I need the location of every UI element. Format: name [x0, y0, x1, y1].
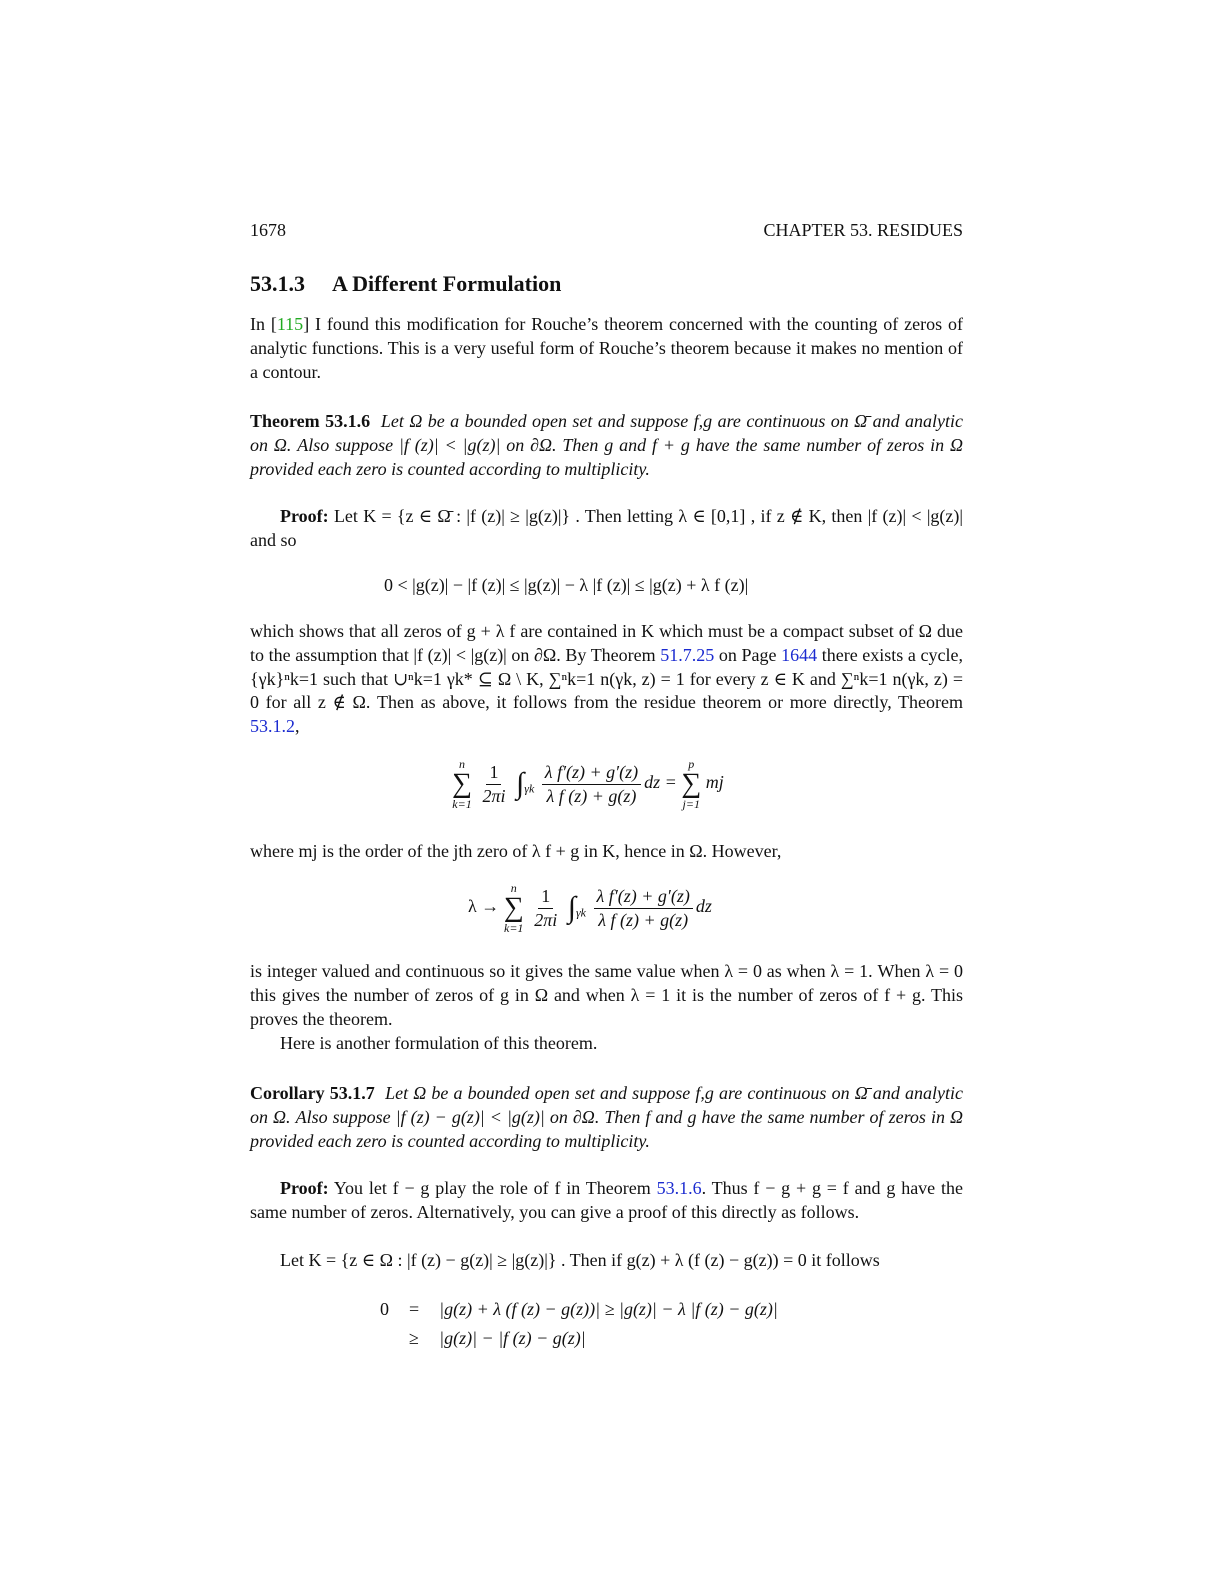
section-number: 53.1.3	[250, 271, 305, 296]
aligned-relation-1: =	[409, 1299, 420, 1319]
para-text-2: on Page	[714, 644, 782, 665]
sum-symbol-rhs: p ∑ j=1	[681, 757, 702, 811]
paragraph-let-k: Let K = {z ∈ Ω : |f (z) − g(z)| ≥ |g(z)|} . Then if g(z) + λ (f (z) − g(z)) = 0 it follows	[280, 1250, 880, 1270]
fraction: $\frac{1}{2\pi i}$	[482, 761, 506, 806]
citation-link[interactable]: 115	[276, 314, 304, 334]
paragraph-another-formulation: Here is another formulation of this theorem.	[280, 1033, 598, 1053]
theorem-label: Theorem 53.1.6	[250, 411, 371, 431]
proof2-text-2: . Thus f − g + g = f and g have the same number of zeros. Alternatively, you can give a proof of this directly as follows.	[250, 1178, 963, 1222]
differential-2: dz	[695, 896, 712, 917]
theorem-ref-link[interactable]: 51.7.25	[660, 644, 715, 665]
integrand: $\frac{\text{λ f′(z) + g′(z)}}{\text{λ f (z) + g(z)}}$	[542, 762, 641, 807]
differential: dz =	[644, 772, 677, 793]
proof-label: Proof:	[280, 506, 329, 526]
proof-label-2: Proof:	[280, 1178, 329, 1198]
para-text-1: which shows that all zeros of g + λ f are contained in K which must be a compact subset of Ω due to the assumption that |f (z)| < |g(z)| on ∂Ω. By Theorem	[250, 621, 963, 665]
theorem-statement: Let Ω be a bounded open set and suppose f,g are continuous on Ω̄ and analytic on Ω. Also suppose |f (z)| < |g(z)| on ∂Ω. Then g and f + g have the same number of zeros in Ω provided each zero is counted according to multiplicity.	[250, 411, 963, 479]
aligned-lhs: 0	[380, 1299, 389, 1319]
intro-text-1: In [	[250, 314, 277, 334]
equation-residue-sum	[452, 758, 724, 810]
sum-symbol: n ∑ k=1	[452, 757, 472, 811]
theorem-ref-link-3[interactable]: 53.1.6	[656, 1178, 702, 1198]
intro-paragraph	[250, 313, 963, 384]
para-text-4: ,	[295, 716, 300, 737]
proof-text: Let K = {z ∈ Ω̄ : |f (z)| ≥ |g(z)|} . Then letting λ ∈ [0,1] , if z ∉ K, then |f (z)| < |g(z)| and so	[250, 506, 963, 550]
aligned-relation-2: ≥	[409, 1328, 419, 1348]
equation-aligned	[370, 1295, 788, 1353]
proof2-text-1: You let f − g play the role of f in Theorem	[333, 1178, 657, 1198]
corollary-label: Corollary 53.1.7	[250, 1083, 375, 1103]
paragraph-zeros	[250, 620, 963, 739]
intro-text-2: ] I found this modification for Rouche’s theorem concerned with the counting of zeros of analytic functions. This is a very useful form of Rouche’s theorem because it makes no mention of a contour.	[250, 314, 963, 382]
section-title: A Different Formulation	[332, 271, 562, 296]
running-title: CHAPTER 53. RESIDUES	[763, 220, 963, 240]
fraction-2: $\frac{1}{2\pi i}$	[534, 885, 558, 930]
theorem-ref-link-2[interactable]: 53.1.2	[250, 716, 295, 737]
proof-paragraph-2	[250, 1177, 963, 1225]
rhs-term: mj	[705, 772, 724, 793]
section-heading	[250, 271, 561, 297]
equation-lambda-map	[468, 882, 712, 934]
equation-inequality-chain: 0 < |g(z)| − |f (z)| ≤ |g(z)| − λ |f (z)| ≤ |g(z) + λ f (z)|	[384, 575, 749, 595]
integral-subscript: γk	[524, 781, 535, 796]
aligned-rhs-1: |g(z) + λ (f (z) − g(z))| ≥ |g(z)| − λ |f (z) − g(z)|	[439, 1299, 778, 1319]
paragraph-integer-valued: is integer valued and continuous so it gives the same value when λ = 0 as when λ = 1. When λ = 0 this gives the number of zeros of g in Ω and when λ = 1 it is the number of zeros of f + g. This proves the theorem.	[250, 961, 963, 1029]
integral-symbol-2: ∫	[567, 891, 576, 924]
paragraph-order: where mj is the order of the jth zero of λ f + g in K, hence in Ω. However,	[250, 841, 782, 861]
corollary-statement: Let Ω be a bounded open set and suppose f,g are continuous on Ω̄ and analytic on Ω. Also suppose |f (z) − g(z)| < |g(z)| on ∂Ω. Then f and g have the same number of zeros in Ω provided each zero is counted according to multiplicity.	[250, 1083, 963, 1151]
integral-symbol: ∫	[516, 767, 525, 800]
para-text-3: there exists a cycle, {γk}ⁿk=1 such that ∪ⁿk=1 γk* ⊆ Ω \ K, ∑ⁿk=1 n(γk, z) = 1 for every z ∈ K and ∑ⁿk=1 n(γk, z) = 0 for all z ∉ Ω. Then as above, it follows from the residue theorem or more directly, Theorem	[250, 644, 963, 713]
proof-paragraph	[250, 505, 963, 553]
aligned-rhs-2: |g(z)| − |f (z) − g(z)|	[439, 1328, 586, 1348]
theorem-block	[250, 410, 963, 481]
integral-subscript-2: γk	[575, 905, 587, 920]
page-number: 1678	[250, 220, 286, 240]
corollary-block	[250, 1082, 963, 1153]
page-header	[250, 220, 963, 244]
lambda-arrow: λ →	[468, 896, 500, 917]
integrand-2: $\frac{\text{λ f′(z) + g′(z)}}{\text{λ f (z) + g(z)}}$	[594, 886, 693, 931]
page-ref-link[interactable]: 1644	[781, 644, 818, 665]
sum-symbol-2: n ∑ k=1	[503, 881, 524, 935]
